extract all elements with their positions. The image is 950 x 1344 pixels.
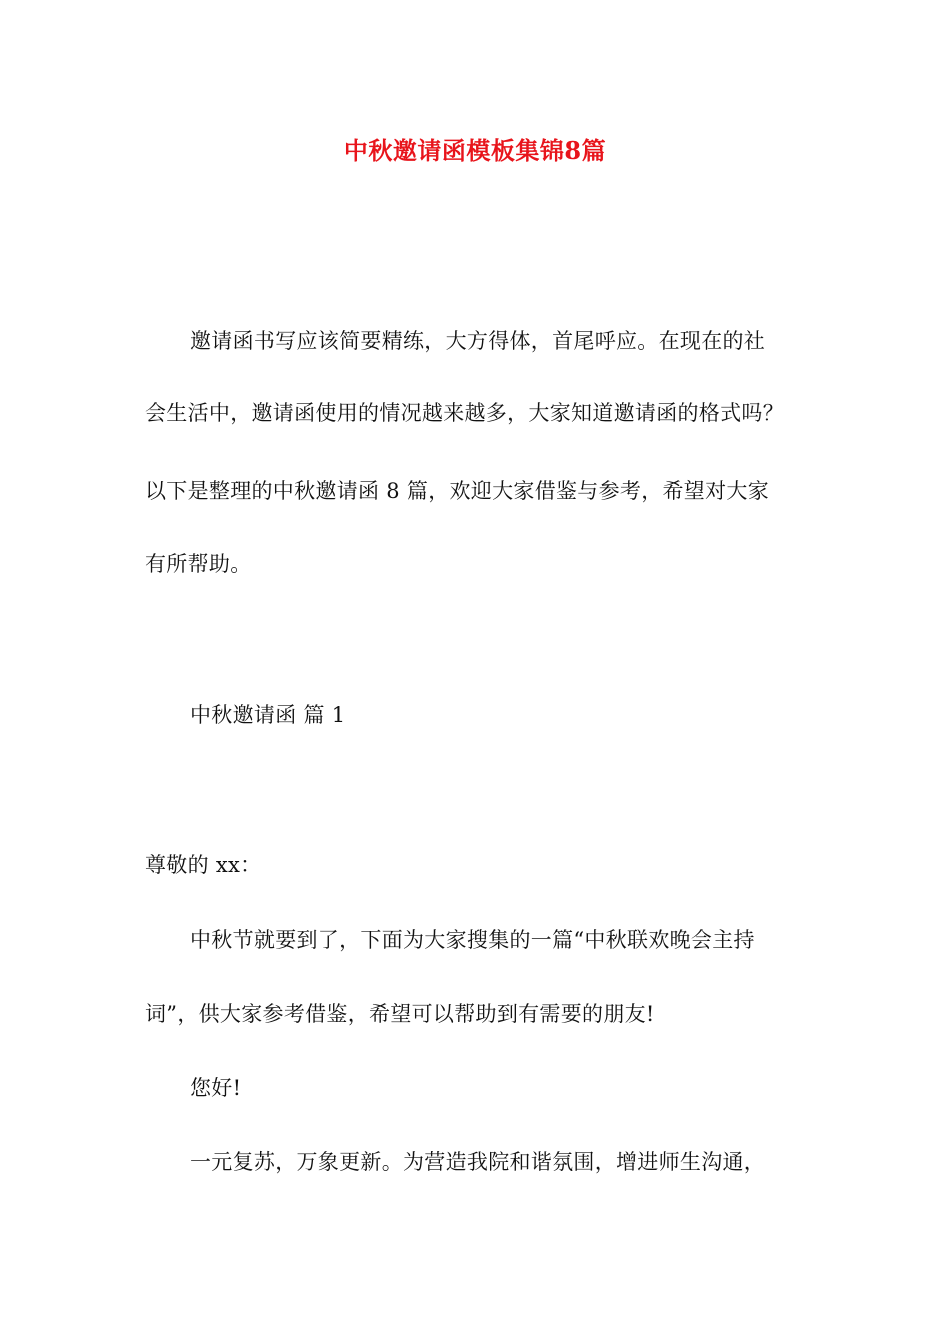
body-line-4: 一元复苏，万象更新。为营造我院和谐氛围，增进师生沟通，: [190, 1150, 766, 1174]
intro-line-1: 邀请函书写应该简要精练，大方得体，首尾呼应。在现在的社: [190, 329, 766, 353]
intro-line-4: 有所帮助。: [145, 552, 252, 576]
body-line-3: 您好!: [190, 1076, 242, 1100]
document-title: 中秋邀请函模板集锦8篇: [343, 136, 607, 165]
intro-line-3: 以下是整理的中秋邀请函 8 篇，欢迎大家借鉴与参考，希望对大家: [145, 479, 770, 503]
section-heading: 中秋邀请函 篇 1: [190, 703, 346, 727]
body-line-2: 词”，供大家参考借鉴，希望可以帮助到有需要的朋友!: [145, 1002, 655, 1026]
body-line-1: 中秋节就要到了，下面为大家搜集的一篇“中秋联欢晚会主持: [190, 928, 755, 952]
intro-line-2: 会生活中，邀请函使用的情况越来越多，大家知道邀请函的格式吗？: [145, 401, 784, 425]
salutation: 尊敬的 xx：: [145, 853, 262, 877]
